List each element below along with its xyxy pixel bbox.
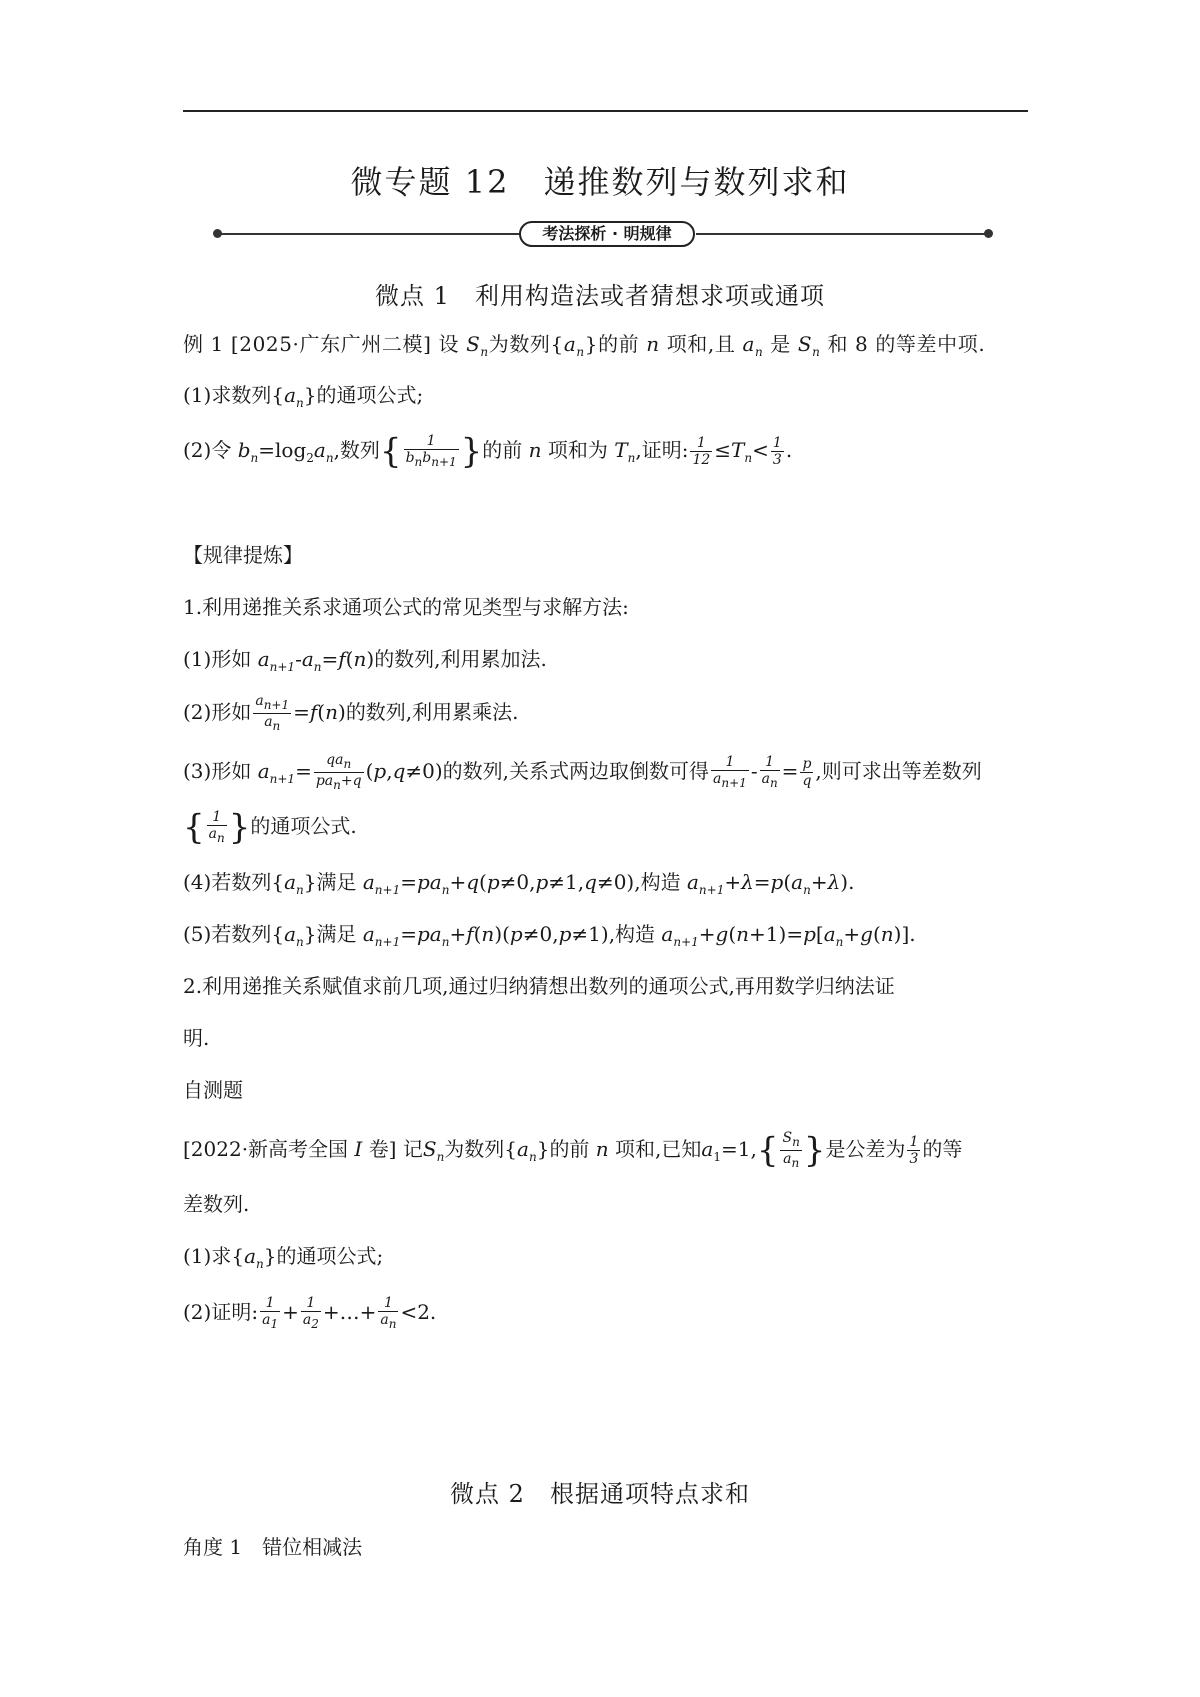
text: ,数列 <box>333 437 380 462</box>
text: 的数列,利用累加法. <box>374 647 547 671</box>
text: . <box>785 437 793 462</box>
text: (3)形如 <box>183 758 252 783</box>
exercise-q1: (1)求$\{a_n\}$的通项公式; <box>183 1244 384 1271</box>
text: (4)若数列 <box>183 870 272 894</box>
rules-title: 【规律提炼】 <box>183 543 303 567</box>
rule-1-5: (5)若数列$\{a_n\}$满足 $a_{n+1}=pa_n+f(n)(p\ne 0,p\ne 1)$,构造 $a_{n+1}+g(n+1)=p[a_n+g(n)]$. <box>183 922 916 949</box>
text: 的通项公式. <box>250 813 357 838</box>
banner-dot-left <box>213 229 222 238</box>
rule-1-2: (2)形如 $\frac{a_{n+1}}{a_n}$ =f(n)的数列,利用累乘法. <box>183 693 519 733</box>
text: 设 <box>438 332 460 356</box>
text: 是 <box>770 332 791 356</box>
text: 满足 <box>316 870 357 894</box>
text: 项和,且 <box>666 332 736 356</box>
text: 项和为 <box>547 437 608 462</box>
example1-label: 例 1 <box>183 332 224 356</box>
rule-1-4: (4)若数列$\{a_n\}$满足 $a_{n+1}=pa_n+q(p\ne 0,p\ne 1,q\ne 0)$,构造 $a_{n+1}+\lambda=p(a_n+\lambda)$. <box>183 870 855 897</box>
exercise-source: [2022·新高考全国 <box>183 1136 349 1161</box>
banner-label: 考法探析 · 明规律 <box>519 221 695 247</box>
section-banner <box>213 221 993 247</box>
text: . <box>909 922 916 946</box>
text: 卷] <box>368 1136 397 1161</box>
text: (2)形如 <box>183 699 252 724</box>
text: <2. <box>400 1299 437 1324</box>
text: 为数列 <box>488 332 551 356</box>
text: 的前 <box>598 332 640 356</box>
example1-q2: (2)令 $b_n=\log_2a_n$,数列{ $\frac{1}{b_nb_{n+1}}$ }的前 n 项和为 $T_n$,证明: $\frac{1}{12}$ $\le T_n<$ $\frac{1}{3}$ . <box>183 431 793 472</box>
text: 的通项公式; <box>276 1244 384 1268</box>
text: 项和,已知 <box>615 1136 702 1161</box>
rule-1-3-cont: { $\frac{1}{a_n}$ }的通项公式. <box>183 807 357 848</box>
example1-source: [2025·广东广州二模] <box>230 332 432 356</box>
text: 的前 <box>549 1136 590 1161</box>
text: 的等 <box>922 1136 963 1161</box>
text: (2)证明: <box>183 1299 259 1324</box>
text: ,则可求出等差数列 <box>815 758 982 783</box>
text: (1)求数列 <box>183 383 272 407</box>
rule-2-cont: 明. <box>183 1026 210 1050</box>
example1-q1: (1)求数列$\{a_n\}$的通项公式; <box>183 383 424 410</box>
text: I <box>354 1136 363 1161</box>
rule-1: 1.利用递推关系求通项公式的常见类型与求解方法: <box>183 595 629 619</box>
text: , <box>750 1136 757 1161</box>
text: (5)若数列 <box>183 922 272 946</box>
exercise-stem-cont: 差数列. <box>183 1192 250 1216</box>
text: 为数列 <box>444 1136 505 1161</box>
page-title: 微专题 12 递推数列与数列求和 <box>350 163 850 201</box>
rule-2: 2.利用递推关系赋值求前几项,通过归纳猜想出数列的通项公式,再用数学归纳法证 <box>183 974 895 998</box>
text: 是公差为 <box>825 1136 906 1161</box>
example1-stem: 例 1 [2025·广东广州二模] 设 $S_n$为数列$\{a_n\}$的前 n 项和,且 $a_n$ 是 $S_n$ 和 8 的等差中项. <box>183 332 986 359</box>
text: (2)令 <box>183 437 232 462</box>
text: ,构造 <box>608 922 656 946</box>
text: 满足 <box>316 922 357 946</box>
banner-rule-left <box>219 233 521 235</box>
rule-1-1: (1)形如 $a_{n+1}-a_n=f(n)$的数列,利用累加法. <box>183 647 547 674</box>
exercise-stem: [2022·新高考全国 I 卷] 记$S_n$为数列$\{a_n\}$的前 n 项和,已知$a_1=1$,{ $\frac{S_n}{a_n}$ }是公差为 $\frac{1}{3}$ 的等 <box>183 1130 963 1171</box>
text: . <box>848 870 855 894</box>
top-rule <box>183 110 1028 112</box>
text: (1)形如 <box>183 647 252 671</box>
angle1-heading: 角度 1 错位相减法 <box>183 1535 363 1559</box>
banner-rule-right <box>696 233 985 235</box>
text: 的数列,关系式两边取倒数可得 <box>442 758 710 783</box>
text: (1)求 <box>183 1244 232 1268</box>
exercise-q2: (2)证明: $\frac{1}{a_1}$ + $\frac{1}{a_2}$ +…+ $\frac{1}{a_n}$ <2. <box>183 1295 437 1331</box>
text: 记 <box>402 1136 423 1161</box>
point2-heading: 微点 2 根据通项特点求和 <box>450 1480 750 1508</box>
text: 的通项公式; <box>316 383 424 407</box>
text: ,证明: <box>635 437 689 462</box>
banner-dot-right <box>984 229 993 238</box>
text: ,构造 <box>634 870 681 894</box>
self-test-title: 自测题 <box>183 1078 243 1102</box>
point1-heading: 微点 1 利用构造法或者猜想求项或通项 <box>375 282 825 310</box>
rule-1-3: (3)形如 $a_{n+1}=$ $\frac{qa_n}{pa_n+q}$ (p,q≠0)的数列,关系式两边取倒数可得 $\frac{1}{a_{n+1}}$ - $\frac{1}{a_n}$ = $\frac{p}{q}$ ,则可求出等差数列 <box>183 752 982 792</box>
text: 的前 <box>482 437 523 462</box>
text: 和 8 的等差中项. <box>827 332 986 356</box>
text: 的数列,利用累乘法. <box>345 699 519 724</box>
